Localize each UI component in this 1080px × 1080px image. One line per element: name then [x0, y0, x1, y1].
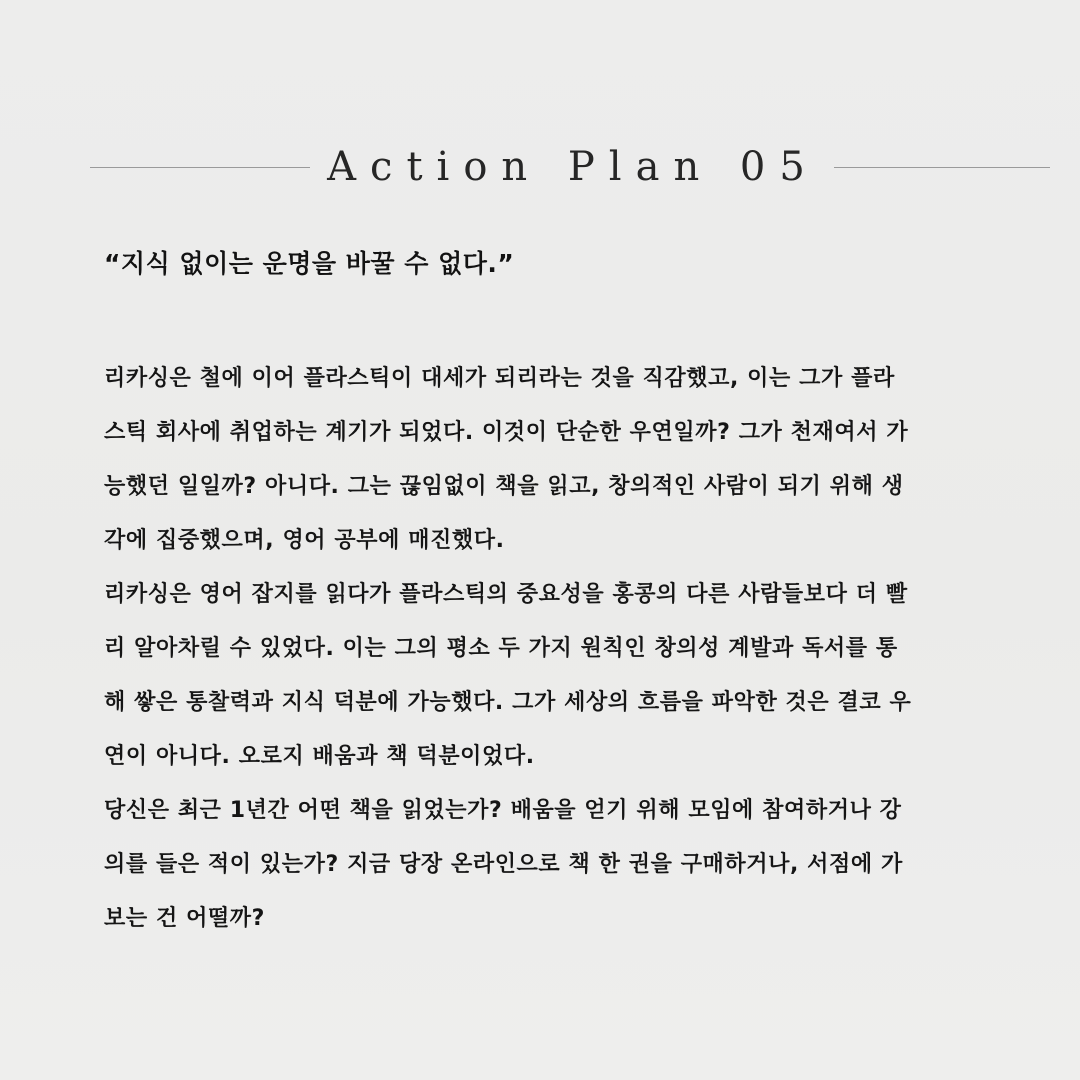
body-line: 리 알아차릴 수 있었다. 이는 그의 평소 두 가지 원칙인 창의성 계발과 독서를 통 [104, 636, 898, 661]
body-line: 보는 건 어떨까? [104, 906, 265, 931]
section-title: Action Plan 05 [327, 144, 819, 190]
header-rule-left [90, 167, 310, 168]
body-line: 의를 들은 적이 있는가? 지금 당장 온라인으로 책 한 권을 구매하거나, 서점에 가 [104, 852, 903, 877]
body-line: 스틱 회사에 취업하는 계기가 되었다. 이것이 단순한 우연일까? 그가 천재여서 가 [104, 420, 909, 445]
body-line: 리카싱은 영어 잡지를 읽다가 플라스틱의 중요성을 홍콩의 다른 사람들보다 더 빨 [104, 582, 908, 607]
pull-quote: “지식 없이는 운명을 바꿀 수 없다.” [104, 249, 515, 278]
body-line: 리카싱은 철에 이어 플라스틱이 대세가 되리라는 것을 직감했고, 이는 그가 플라 [104, 366, 895, 391]
body-line: 능했던 일일까? 아니다. 그는 끊임없이 책을 읽고, 창의적인 사람이 되기 위해 생 [104, 474, 904, 499]
body-line: 각에 집중했으며, 영어 공부에 매진했다. [104, 528, 505, 553]
section-header [90, 138, 1050, 198]
body-text [104, 352, 1026, 946]
body-line: 당신은 최근 1년간 어떤 책을 읽었는가? 배움을 얻기 위해 모임에 참여하거나 강 [104, 798, 902, 823]
header-rule-right [834, 167, 1050, 168]
body-line: 해 쌓은 통찰력과 지식 덕분에 가능했다. 그가 세상의 흐름을 파악한 것은 결코 우 [104, 690, 912, 715]
body-line: 연이 아니다. 오로지 배움과 책 덕분이었다. [104, 744, 535, 769]
